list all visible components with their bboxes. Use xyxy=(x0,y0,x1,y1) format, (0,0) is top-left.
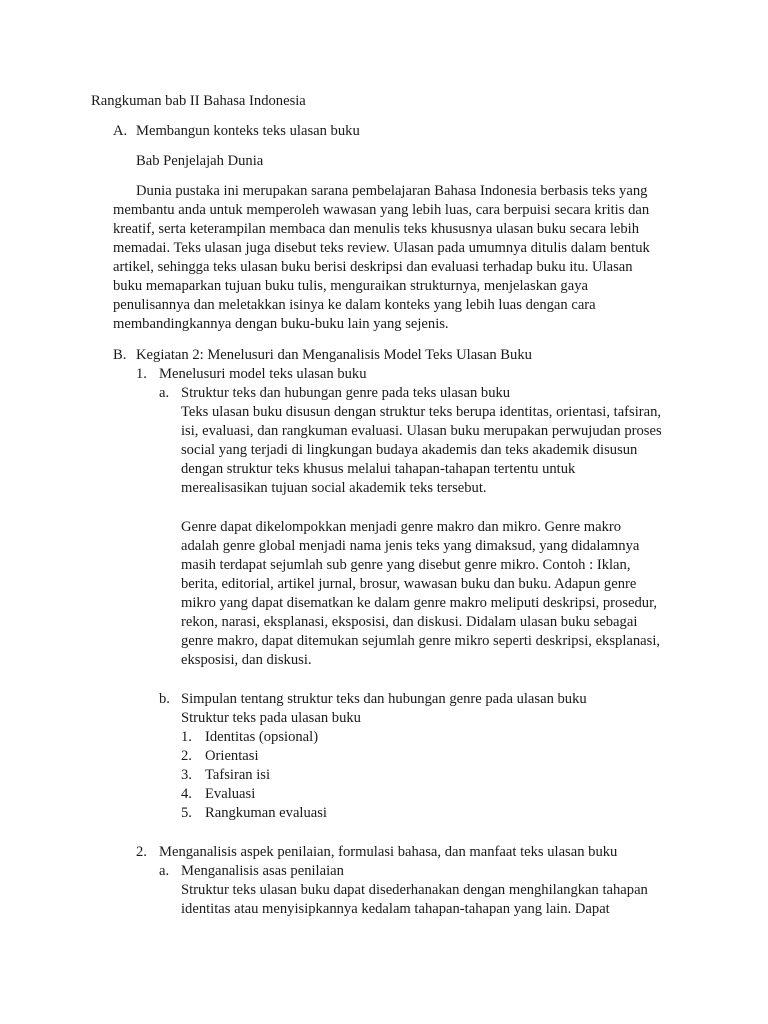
item-1a-heading: Struktur teks dan hubungan genre pada teks ulasan buku xyxy=(181,385,511,401)
section-a-subheading: Bab Penjelajah Dunia xyxy=(136,153,264,169)
item-2a-line: Struktur teks ulasan buku dapat disederhanakan dengan menghilangkan tahapan xyxy=(181,882,648,898)
structure-list-item xyxy=(181,728,318,747)
section-a-marker: A. xyxy=(113,123,128,139)
list-text: Evaluasi xyxy=(205,786,256,802)
list-number: 3. xyxy=(181,767,192,783)
item-1a-para2-line: mikro yang dapat disematkan ke dalam genre makro meliputi deskripsi, prosedur, xyxy=(181,595,658,611)
item-1-marker: 1. xyxy=(136,366,147,382)
list-number: 5. xyxy=(181,805,192,821)
list-number: 2. xyxy=(181,748,192,764)
list-text: Rangkuman evaluasi xyxy=(205,805,327,821)
section-a-heading: Membangun konteks teks ulasan buku xyxy=(136,123,360,139)
item-2-marker: 2. xyxy=(136,844,147,860)
item-2-heading: Menganalisis aspek penilaian, formulasi bahasa, dan manfaat teks ulasan buku xyxy=(159,844,618,860)
section-a-line: membandingkannya dengan buku-buku lain yang sejenis. xyxy=(113,316,449,332)
item-1-heading: Menelusuri model teks ulasan buku xyxy=(159,366,367,382)
document-title: Rangkuman bab II Bahasa Indonesia xyxy=(91,93,306,109)
structure-list-item xyxy=(181,804,327,823)
item-2a-line: identitas atau menyisipkannya kedalam tahapan-tahapan yang lain. Dapat xyxy=(181,901,610,917)
structure-list-item xyxy=(181,747,259,766)
list-text: Orientasi xyxy=(205,748,259,764)
list-number: 1. xyxy=(181,729,192,745)
item-1a-para2-line: Genre dapat dikelompokkan menjadi genre makro dan mikro. Genre makro xyxy=(181,519,622,535)
item-1b-heading: Simpulan tentang struktur teks dan hubungan genre pada ulasan buku xyxy=(181,691,587,707)
item-1a-para2-line: adalah genre global menjadi nama jenis teks yang dimaksud, yang didalamnya xyxy=(181,538,640,554)
section-a-line: artikel, sehingga teks ulasan buku berisi deskripsi dan evaluasi terhadap buku itu. Ulasan xyxy=(113,259,633,275)
item-1a-para1-line: dengan struktur teks khusus melalui tahapan-tahapan tertentu untuk xyxy=(181,461,576,477)
structure-list-item xyxy=(181,766,270,785)
item-2a-heading: Menganalisis asas penilaian xyxy=(181,863,344,879)
item-1a-para1-line: isi, evaluasi, dan rangkuman evaluasi. Ulasan buku merupakan perwujudan proses xyxy=(181,423,662,439)
item-1a-para2-line: berita, editorial, artikel jurnal, brosur, wawasan buku dan buku. Adapun genre xyxy=(181,576,637,592)
item-1a-para2-line: rekon, narasi, eksplanasi, eksposisi, dan diskusi. Didalam ulasan buku sebagai xyxy=(181,614,638,630)
item-1a-para2-line: masih terdapat sejumlah sub genre yang disebut genre mikro. Contoh : Iklan, xyxy=(181,557,631,573)
section-a-line: kreatif, serta keterampilan membaca dan menulis teks khususnya ulasan buku secara lebih xyxy=(113,221,640,237)
structure-list-item xyxy=(181,785,255,804)
section-a-line: buku memaparkan tujuan buku tulis, menguraikan strukturnya, menjelaskan gaya xyxy=(113,278,588,294)
item-1a-para1-line: Teks ulasan buku disusun dengan struktur teks berupa identitas, orientasi, tafsiran, xyxy=(181,404,662,420)
section-a-line: penulisannya dan meletakkan isinya ke dalam konteks yang lebih luas dengan cara xyxy=(113,297,596,313)
item-1a-para1-line: merealisasikan tujuan social akademik teks tersebut. xyxy=(181,480,487,496)
item-1a-para2-line: genre makro, dapat ditemukan sejumlah genre mikro seperti deskripsi, eksplanasi, xyxy=(181,633,661,649)
item-2a-marker: a. xyxy=(159,863,170,879)
item-1a-marker: a. xyxy=(159,385,170,401)
section-a-line: Dunia pustaka ini merupakan sarana pembelajaran Bahasa Indonesia berbasis teks yang xyxy=(136,183,648,199)
list-text: Tafsiran isi xyxy=(205,767,271,783)
item-1a-para2-line: eksposisi, dan diskusi. xyxy=(181,652,312,668)
section-b-heading: Kegiatan 2: Menelusuri dan Menganalisis Model Teks Ulasan Buku xyxy=(136,347,532,363)
list-number: 4. xyxy=(181,786,192,802)
section-a-line: membantu anda untuk memperoleh wawasan yang lebih luas, cara berpuisi secara kritis dan xyxy=(113,202,650,218)
item-1b-marker: b. xyxy=(159,691,170,707)
item-1a-para1-line: social yang terjadi di lingkungan budaya akademis dan teks akademik disusun xyxy=(181,442,638,458)
section-b-marker: B. xyxy=(113,347,127,363)
section-a-line: memadai. Teks ulasan juga disebut teks review. Ulasan pada umumnya ditulis dalam bentuk xyxy=(113,240,650,256)
list-text: Identitas (opsional) xyxy=(205,729,319,745)
item-1b-subheading: Struktur teks pada ulasan buku xyxy=(181,710,361,726)
